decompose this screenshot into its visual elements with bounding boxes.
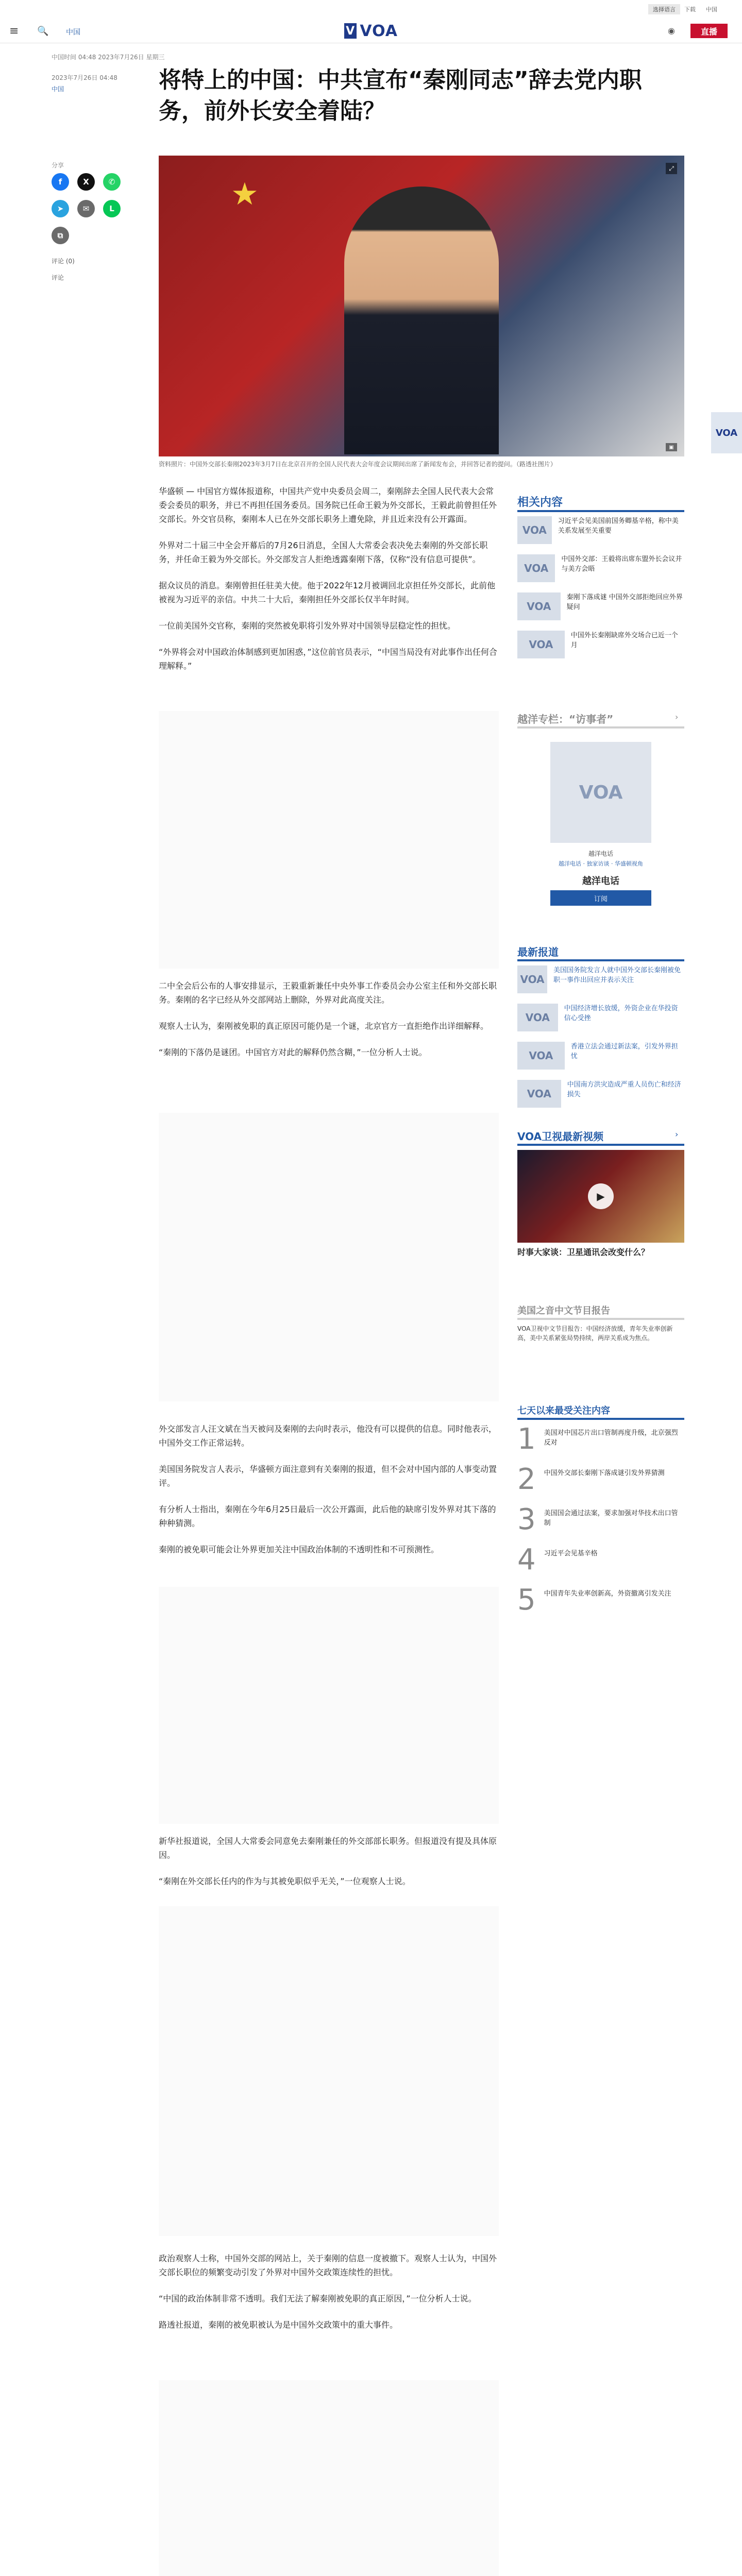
latest-item-title: 香港立法会通过新法案，引发外界担忧 — [570, 1043, 678, 1060]
related-thumbnail: VOA — [517, 631, 565, 658]
opinion-avatar[interactable]: VOA — [550, 742, 651, 843]
latest-title: 最新报道 — [517, 946, 559, 958]
latest-item[interactable] — [517, 1042, 684, 1070]
latest-item-title: 中国经济增长放缓，外资企业在华投资信心受挫 — [564, 1005, 678, 1022]
email-share-icon[interactable]: ✉ — [77, 200, 95, 217]
related-item-title: 秦刚下落成谜 中国外交部拒绝回应外界疑问 — [566, 594, 683, 611]
related-item[interactable] — [517, 516, 684, 544]
top-story-title: 美国国会通过法案，要求加强对华技术出口管制 — [544, 1510, 678, 1527]
video-player[interactable] — [517, 1150, 684, 1243]
video-underline — [517, 1144, 684, 1146]
paragraph: 秦刚的被免职可能会让外界更加关注中国政治体制的不透明性和不可预测性。 — [159, 1545, 440, 1554]
related-underline — [517, 510, 684, 512]
logo-mark-icon: V — [344, 23, 357, 39]
download-link[interactable]: 下载 — [684, 6, 696, 13]
paragraph: 二中全会后公布的人事安排显示，王毅重新兼任中央外事工作委员会办公室主任和外交部长职务。秦刚的名字已经从外交部网站上删除，外界对此高度关注。 — [159, 981, 497, 1005]
latest-thumbnail: VOA — [517, 1042, 565, 1070]
related-item-title: 中国外交部：王毅将出席东盟外长会议并与美方会晤 — [561, 555, 682, 573]
top-stories-title: 七天以来最受关注内容 — [517, 1405, 610, 1416]
paragraph: “秦刚的下落仍是谜团。中国官方对此的解释仍然含糊，”一位分析人士说。 — [159, 1047, 427, 1057]
rank-number: 4 — [517, 1543, 536, 1577]
article-body-part-1 — [159, 484, 499, 685]
hero-image — [159, 156, 684, 456]
line-share-icon[interactable]: L — [103, 200, 121, 217]
paragraph: 观察人士认为，秦刚被免职的真正原因可能仍是一个谜，北京官方一直拒绝作出详细解释。 — [159, 1021, 489, 1031]
video-caption[interactable]: 时事大家谈：卫星通讯会改变什么？ — [517, 1247, 650, 1257]
comment-count-link[interactable]: 评论 (0) — [52, 258, 75, 265]
top-story-title: 中国外交部长秦刚下落成谜引发外界猜测 — [544, 1469, 665, 1477]
share-label: 分享 — [52, 162, 64, 169]
top-story-title: 中国青年失业率创新高，外资撤离引发关注 — [544, 1590, 671, 1598]
telegram-share-icon[interactable]: ➤ — [52, 200, 69, 217]
article-title: 将特上的中国：中共宣布“秦刚同志”辞去党内职务，前外长安全着陆？ — [159, 67, 642, 124]
opinion-underline — [517, 726, 684, 728]
x-share-icon[interactable]: X — [77, 173, 95, 191]
paragraph: 政治观察人士称，中国外交部的网站上，关于秦刚的信息一度被撤下。观察人士认为，中国外交部长职位的频繁变动引发了外界对中国外交政策连续性的担忧。 — [159, 2253, 497, 2277]
comment-link[interactable]: 评论 — [52, 274, 64, 281]
related-title: 相关内容 — [517, 496, 563, 509]
latest-item[interactable] — [517, 1080, 684, 1108]
paragraph: 有分析人士指出，秦刚在今年6月25日最后一次公开露面，此后他的缺席引发外界对其下落的种种猜测。 — [159, 1504, 496, 1528]
top-story-item[interactable] — [517, 1464, 684, 1495]
language-select[interactable]: 选择语言 — [648, 4, 680, 14]
opinion-desc: 越洋电话 · 独家访谈 · 华盛顿视角 — [559, 860, 643, 867]
top-story-title: 美国对中国芯片出口管制再度升级，北京强烈反对 — [544, 1429, 678, 1447]
rank-number: 5 — [517, 1583, 536, 1617]
paragraph: 据众议员的消息。秦刚曾担任驻美大使。他于2022年12月被调回北京担任外交部长，此前他被视为习近平的亲信。中共二十大后，秦刚担任外交部长仅半年时间。 — [159, 581, 496, 604]
top-story-item[interactable] — [517, 1504, 684, 1535]
related-item[interactable] — [517, 554, 684, 582]
cover-title: 美国之音中文节目报告 — [517, 1306, 610, 1316]
search-icon[interactable]: 🔍 — [37, 26, 49, 37]
header-section-link[interactable]: 中国 — [66, 28, 80, 37]
cover-underline — [517, 1318, 684, 1320]
ad-slot — [159, 1113, 499, 1401]
ad-slot — [159, 711, 499, 969]
article-body-part-5 — [159, 2251, 499, 2344]
opinion-title[interactable]: 越洋专栏：“访事者” — [517, 713, 614, 725]
top-story-item[interactable] — [517, 1585, 684, 1616]
related-item-title: 中国外长秦刚缺席外交场合已近一个月 — [570, 632, 678, 649]
expand-icon[interactable]: ⤢ — [666, 163, 677, 174]
latest-thumbnail: VOA — [517, 965, 547, 993]
paragraph: 一位前美国外交官称，秦刚的突然被免职将引发外界对中国领导层稳定性的担忧。 — [159, 621, 456, 631]
paragraph: 外交部发言人汪文斌在当天被问及秦刚的去向时表示，他没有可以提供的信息。同时他表示，中国外交工作正常运转。 — [159, 1424, 497, 1448]
ad-slot — [159, 1587, 499, 1824]
top-story-title: 习近平会见基辛格 — [544, 1550, 598, 1557]
voa-logo[interactable] — [344, 21, 398, 41]
play-icon[interactable]: ▶ — [588, 1183, 614, 1209]
video-title: VOA卫视最新视频 — [517, 1130, 604, 1143]
article-body-part-3 — [159, 1422, 499, 1569]
latest-item-title: 中国南方洪灾造成严重人员伤亡和经济损失 — [567, 1081, 681, 1098]
article-body-part-4 — [159, 1834, 499, 1901]
latest-underline — [517, 959, 684, 961]
breadcrumb[interactable]: 中国 — [52, 86, 64, 93]
related-item[interactable] — [517, 631, 684, 658]
opinion-name: 越洋电话 — [582, 876, 619, 887]
paragraph: “外界将会对中国政治体制感到更加困惑，”这位前官员表示，“中国当局没有对此事作出任何合理解释。” — [159, 647, 497, 671]
latest-item-title: 美国国务院发言人就中国外交部长秦刚被免职一事作出回应并表示关注 — [553, 967, 681, 984]
live-button[interactable]: 直播 — [690, 24, 728, 38]
whatsapp-share-icon[interactable]: ✆ — [103, 173, 121, 191]
article-dateline: 2023年7月26日 04:48 — [52, 74, 117, 81]
opinion-name-small: 越洋电话 — [588, 850, 613, 857]
facebook-share-icon[interactable]: f — [52, 173, 69, 191]
image-caption: 资料照片：中国外交部长秦刚2023年3月7日在北京召开的全国人民代表大会年度会议期间出席了新闻发布会，并回答记者的提问。（路透社图片） — [159, 461, 556, 468]
related-list — [517, 516, 684, 669]
paragraph: 新华社报道说，全国人大常委会同意免去秦刚兼任的外交部部长职务。但报道没有提及具体原因。 — [159, 1836, 497, 1860]
chevron-right-icon[interactable]: › — [675, 712, 679, 722]
related-item-title: 习近平会见美国前国务卿基辛格，称中美关系发展至关重要 — [558, 517, 679, 535]
logo-text: VOA — [360, 22, 398, 40]
audio-icon[interactable]: ◉ — [668, 26, 675, 36]
rank-number: 3 — [517, 1503, 536, 1536]
rank-number: 2 — [517, 1463, 536, 1496]
top-stories-underline — [517, 1418, 684, 1420]
related-thumbnail: VOA — [517, 592, 561, 620]
latest-item[interactable] — [517, 1004, 684, 1031]
top-story-item[interactable] — [517, 1424, 684, 1455]
flag-star-icon: ★ — [231, 176, 259, 212]
related-item[interactable] — [517, 592, 684, 620]
floating-logo-widget[interactable]: VOA — [711, 412, 742, 453]
paragraph: 外界对二十届三中全会开幕后的7月26日消息，全国人大常委会表决免去秦刚的外交部长职务，并任命王毅为外交部长。外交部发言人拒绝透露秦刚下落，仅称“没有信息可提供”。 — [159, 540, 488, 564]
paragraph: 华盛顿 — 中国官方媒体报道称，中国共产党中央委员会周二，秦刚辞去全国人民代表大会常委会委员的职务，并已不再担任国务委员。国务院已任命王毅为外交部长，王毅此前曾担任外交部长。外交官员称，秦刚本人已在外交部长职务上遭免除，并且近来没有公开露面。 — [159, 486, 497, 524]
article-body-part-2 — [159, 979, 499, 1072]
latest-thumbnail: VOA — [517, 1004, 558, 1031]
edition-link[interactable]: 中国 — [706, 6, 717, 13]
paragraph: “秦刚在外交部长任内的作为与其被免职似乎无关，”一位观察人士说。 — [159, 1876, 411, 1886]
paragraph: 美国国务院发言人表示，华盛顿方面注意到有关秦刚的报道，但不会对中国内部的人事变动置评。 — [159, 1464, 497, 1488]
latest-thumbnail: VOA — [517, 1080, 561, 1108]
top-stories-list — [517, 1424, 684, 1625]
chevron-right-icon[interactable]: › — [675, 1129, 679, 1139]
menu-icon[interactable]: ≡ — [9, 25, 19, 38]
top-utility-bar — [0, 0, 742, 19]
related-thumbnail: VOA — [517, 516, 552, 544]
speaker-figure — [344, 187, 499, 454]
ad-slot — [159, 1906, 499, 2236]
cover-text: VOA卫视中文节目报告：中国经济放缓，青年失业率创新高，美中关系紧张局势持续，两岸关系成为焦点。 — [517, 1325, 673, 1342]
paragraph: 路透社报道，秦刚的被免职被认为是中国外交政策中的重大事件。 — [159, 2320, 398, 2330]
latest-item[interactable] — [517, 965, 684, 993]
link-share-icon[interactable]: ⧉ — [52, 227, 69, 244]
camera-icon: ▣ — [666, 443, 677, 451]
paragraph: “中国的政治体制非常不透明。我们无法了解秦刚被免职的真正原因，”一位分析人士说。 — [159, 2294, 477, 2303]
subscribe-button[interactable]: 订阅 — [550, 890, 651, 906]
rank-number: 1 — [517, 1422, 536, 1456]
ad-slot — [159, 2380, 499, 2576]
article-date-top: 中国时间 04:48 2023年7月26日 星期三 — [52, 54, 165, 61]
latest-list — [517, 965, 684, 1118]
related-thumbnail: VOA — [517, 554, 555, 582]
top-story-item[interactable] — [517, 1545, 684, 1575]
